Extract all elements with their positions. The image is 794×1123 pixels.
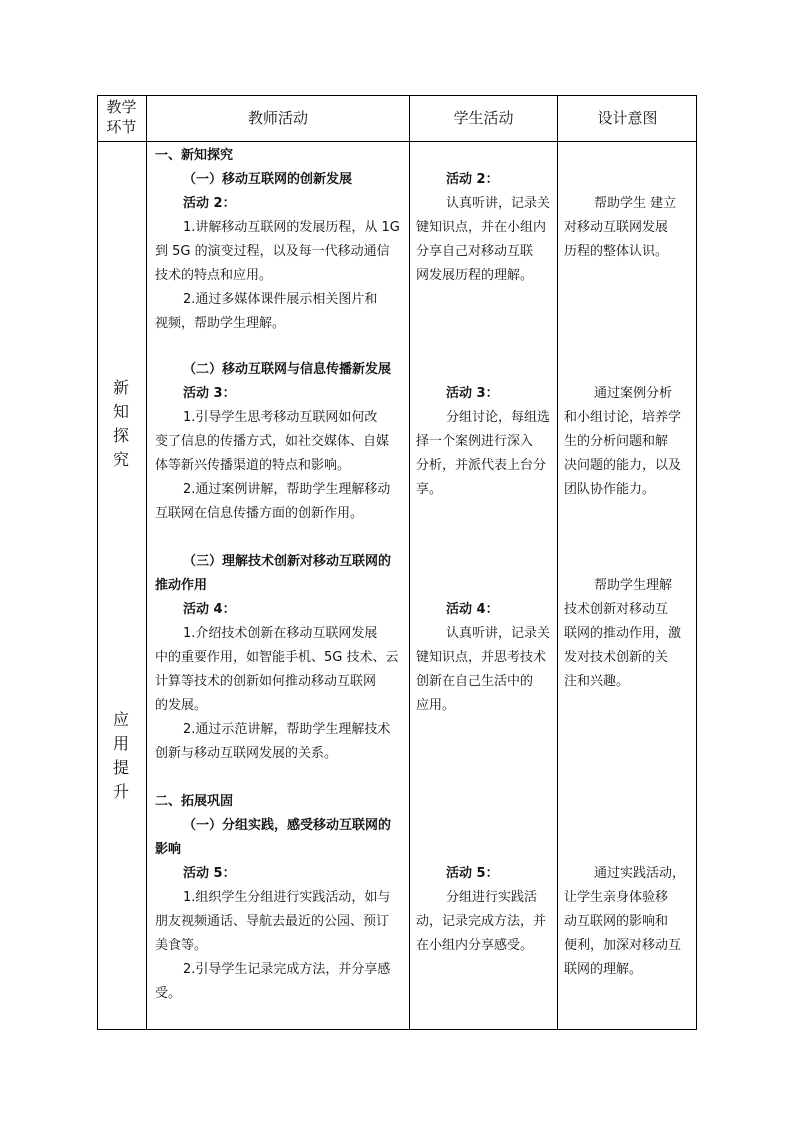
teacher-text-line: 1.讲解移动互联网的发展历程，从 1G [183, 220, 400, 235]
intent-text-line: 团队协作能力。 [564, 482, 656, 497]
subsection-heading-cont: 推动作用 [155, 578, 208, 593]
teacher-text-line: 的发展。 [155, 698, 208, 713]
activity-label: 活动 3： [183, 386, 236, 401]
teacher-text-line: 1.介绍技术创新在移动互联网发展 [183, 626, 378, 641]
teacher-text-line: 技术的特点和应用。 [155, 268, 273, 283]
intent-text-line: 和小组讨论，培养学 [564, 410, 682, 425]
teacher-text-line: 1.引导学生思考移动互联网如何改 [183, 410, 378, 425]
student-text-line: 动，记录完成方法，并 [416, 914, 547, 929]
student-text-line: 分组进行实践活 [446, 890, 538, 905]
teacher-text-line: 体等新兴传播渠道的特点和影响。 [155, 458, 351, 473]
column-divider-1 [146, 95, 147, 1030]
student-activity-label: 活动 3： [446, 386, 499, 401]
student-text-line: 分析，并派代表上台分 [416, 458, 547, 473]
student-text-line: 认真听讲，记录关 [446, 196, 551, 211]
student-text-line: 键知识点，并在小组内 [416, 220, 547, 235]
intent-text-line: 联网的理解。 [564, 962, 643, 977]
intent-text-line: 帮助学生理解 [594, 578, 673, 593]
student-text-line: 应用。 [416, 698, 456, 713]
teacher-text-line: 受。 [155, 986, 182, 1001]
intent-text-line: 动互联网的影响和 [564, 914, 669, 929]
teacher-text-line: 2.通过案例讲解，帮助学生理解移动 [183, 482, 391, 497]
header-stage [97, 97, 146, 137]
student-text-line: 网发展历程的理解。 [416, 268, 534, 283]
subsection-heading-cont: 影响 [155, 842, 182, 857]
student-text-line: 创新在自己生活中的 [416, 674, 534, 689]
teacher-text-line: 2.通过多媒体课件展示相关图片和 [183, 292, 378, 307]
student-text-line: 择一个案例进行深入 [416, 434, 534, 449]
intent-text-line: 生的分析问题和解 [564, 434, 669, 449]
column-divider-3 [557, 95, 558, 1030]
header-student: 学生活动 [453, 109, 514, 127]
teacher-text-line: 到 5G 的演变过程，以及每一代移动通信 [155, 244, 390, 259]
header-teacher: 教师活动 [247, 109, 308, 127]
section-heading: 一、新知探究 [155, 148, 234, 163]
intent-text-line: 技术创新对移动互 [564, 602, 669, 617]
teacher-text-line: 1.组织学生分组进行实践活动，如与 [183, 890, 391, 905]
teacher-text-line: 朋友视频通话、导航去最近的公园、预订 [155, 914, 390, 929]
student-text-line: 键知识点，并思考技术 [416, 650, 547, 665]
teacher-text-line: 互联网在信息传播方面的创新作用。 [155, 506, 364, 521]
subsection-heading: （二）移动互联网与信息传播新发展 [183, 362, 392, 377]
section-heading: 二、拓展巩固 [155, 794, 234, 809]
header-intent: 设计意图 [597, 109, 658, 127]
teacher-text-line: 视频，帮助学生理解。 [155, 316, 286, 331]
subsection-heading: （三）理解技术创新对移动互联网的 [183, 554, 392, 569]
header-stage-line1: 教学 [106, 98, 137, 116]
teacher-text-line: 计算等技术的创新如何推动移动互联网 [155, 674, 377, 689]
teacher-text-line: 2.引导学生记录完成方法，并分享感 [183, 962, 391, 977]
intent-text-line: 联网的推动作用，激 [564, 626, 682, 641]
stage-label-application: 应 用 提 升 [112, 710, 129, 801]
subsection-heading: （一）移动互联网的创新发展 [183, 172, 353, 187]
student-activity-label: 活动 4： [446, 602, 499, 617]
intent-text-line: 帮助学生 建立 [594, 196, 677, 211]
header-stage-line2: 环节 [106, 118, 137, 136]
teacher-text-line: 2.通过示范讲解，帮助学生理解技术 [183, 722, 391, 737]
activity-label: 活动 4： [183, 602, 236, 617]
student-text-line: 在小组内分享感受。 [416, 938, 534, 953]
student-activity-label: 活动 2： [446, 172, 499, 187]
header-divider [97, 141, 697, 142]
intent-text-line: 历程的整体认识。 [564, 244, 669, 259]
student-text-line: 认真听讲，记录关 [446, 626, 551, 641]
student-text-line: 分享自己对移动互联 [416, 244, 534, 259]
intent-text-line: 对移动互联网发展 [564, 220, 669, 235]
student-text-line: 分组讨论，每组选 [446, 410, 551, 425]
activity-label: 活动 5： [183, 866, 236, 881]
intent-text-line: 发对技术创新的关 [564, 650, 669, 665]
intent-text-line: 便利，加深对移动互 [564, 938, 682, 953]
student-text-line: 享。 [416, 482, 443, 497]
student-activity-label: 活动 5： [446, 866, 499, 881]
teacher-text-line: 美食等。 [155, 938, 208, 953]
intent-text-line: 决问题的能力，以及 [564, 458, 682, 473]
teacher-text-line: 变了信息的传播方式，如社交媒体、自媒 [155, 434, 390, 449]
intent-text-line: 通过案例分析 [594, 386, 673, 401]
teacher-text-line: 中的重要作用，如智能手机、5G 技术、云 [155, 650, 399, 665]
stage-label-new-knowledge: 新 知 探 究 [112, 378, 129, 469]
intent-text-line: 通过实践活动， [594, 866, 686, 881]
intent-text-line: 注和兴趣。 [564, 674, 630, 689]
intent-text-line: 让学生亲身体验移 [564, 890, 669, 905]
column-divider-2 [409, 95, 410, 1030]
teacher-text-line: 创新与移动互联网发展的关系。 [155, 746, 338, 761]
subsection-heading: （一）分组实践，感受移动互联网的 [183, 818, 392, 833]
activity-label: 活动 2： [183, 196, 236, 211]
